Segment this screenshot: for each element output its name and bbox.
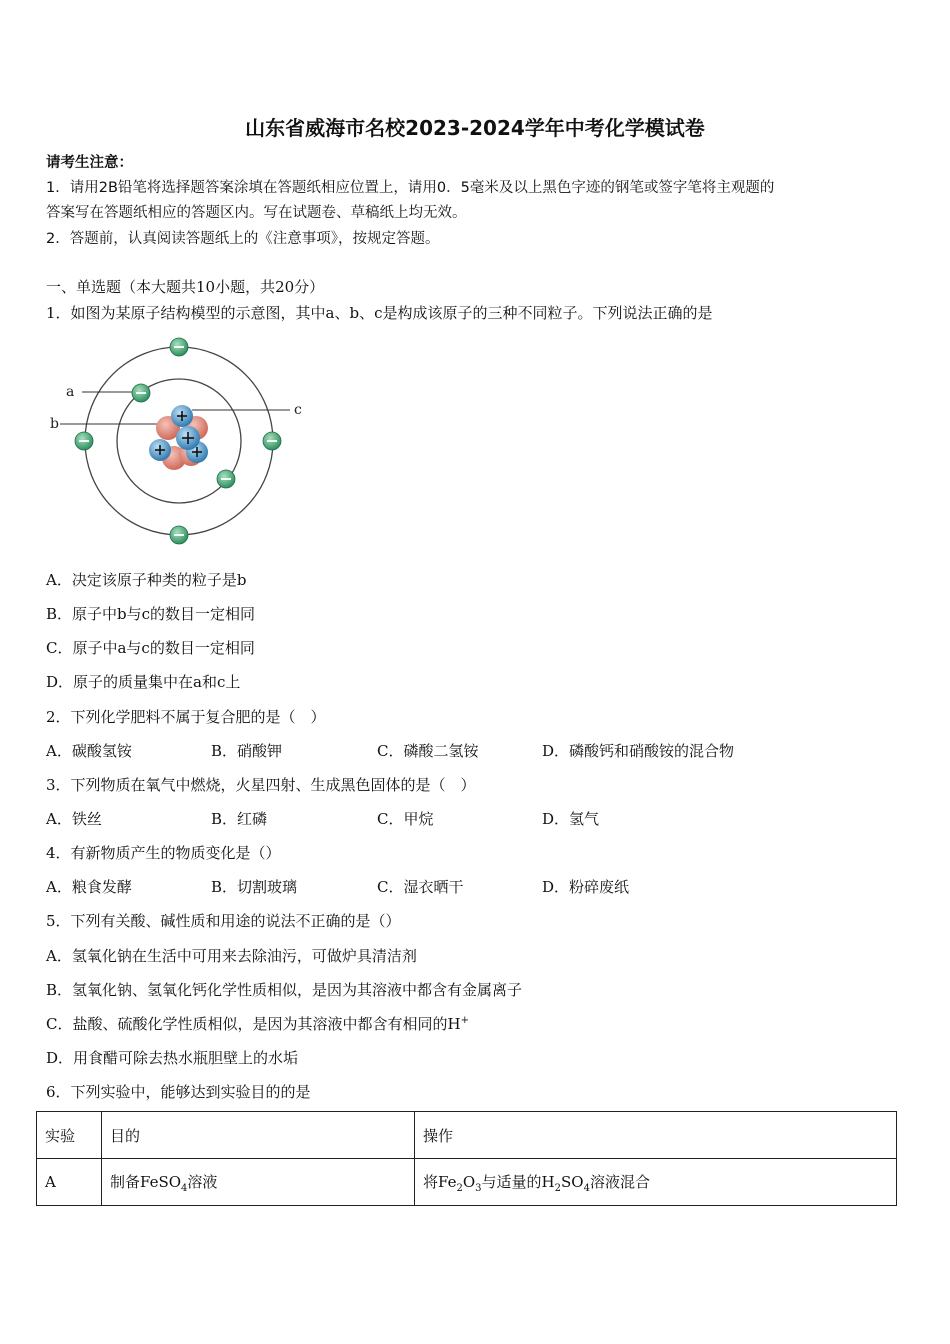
op-text: O bbox=[462, 1172, 476, 1191]
label-a: a bbox=[66, 384, 75, 400]
purpose-sub: 4 bbox=[181, 1182, 188, 1194]
notice-line-2: 答案写在答题纸相应的答题区内。写在试题卷、草稿纸上均无效。 bbox=[46, 205, 467, 221]
op-text: SO bbox=[561, 1172, 584, 1191]
q1-option-b: B．原子中b与c的数目一定相同 bbox=[46, 605, 256, 623]
page-title: 山东省威海市名校2023-2024学年中考化学模试卷 bbox=[245, 116, 705, 140]
q4-option-a: A．粮食发酵 bbox=[46, 878, 132, 896]
op-sub: 2 bbox=[456, 1182, 463, 1194]
table-row bbox=[37, 1159, 897, 1206]
q3-option-d: D．氢气 bbox=[542, 810, 600, 828]
op-sub: 3 bbox=[475, 1182, 482, 1194]
q6-stem: 6．下列实验中，能够达到实验目的的是 bbox=[46, 1083, 311, 1101]
q2-option-a: A．碳酸氢铵 bbox=[46, 742, 132, 760]
q2-option-d: D．磷酸钙和硝酸铵的混合物 bbox=[542, 742, 735, 760]
q5-option-a: A．氢氧化钠在生活中可用来去除油污，可做炉具清洁剂 bbox=[46, 947, 417, 965]
header-operation: 操作 bbox=[415, 1112, 897, 1159]
q1-option-a: A．决定该原子种类的粒子是b bbox=[46, 571, 247, 589]
q4-option-c: C．湿衣晒干 bbox=[377, 878, 464, 896]
q5-option-b: B．氢氧化钠、氢氧化钙化学性质相似，是因为其溶液中都含有金属离子 bbox=[46, 981, 523, 999]
header-experiment: 实验 bbox=[37, 1112, 102, 1159]
header-purpose: 目的 bbox=[102, 1112, 415, 1159]
notice-line-3: 2．答题前，认真阅读答题纸上的《注意事项》，按规定答题。 bbox=[46, 231, 440, 247]
notice-heading: 请考生注意： bbox=[46, 155, 133, 171]
op-sub: 4 bbox=[583, 1182, 590, 1194]
q4-option-d: D．粉碎废纸 bbox=[542, 878, 630, 896]
op-text: 与适量的H bbox=[481, 1172, 555, 1191]
row-a-purpose bbox=[102, 1159, 415, 1206]
q3-option-b: B．红磷 bbox=[211, 810, 268, 828]
purpose-text-end: 溶液 bbox=[187, 1172, 218, 1191]
q3-option-a: A．铁丝 bbox=[46, 810, 102, 828]
q5-option-c-text: C．盐酸、硫酸化学性质相似，是因为其溶液中都含有相同的H bbox=[46, 1015, 461, 1033]
q4-option-b: B．切割玻璃 bbox=[211, 878, 298, 896]
q4-stem: 4．有新物质产生的物质变化是（） bbox=[46, 844, 281, 862]
q2-option-b: B．硝酸钾 bbox=[211, 742, 283, 760]
q5-option-d: D．用食醋可除去热水瓶胆壁上的水垢 bbox=[46, 1049, 299, 1067]
row-a-operation bbox=[415, 1159, 897, 1206]
label-b: b bbox=[50, 416, 59, 432]
label-c: c bbox=[294, 402, 302, 418]
q5-option-c-sup: + bbox=[460, 1015, 469, 1026]
q1-option-d: D．原子的质量集中在a和c上 bbox=[46, 673, 241, 691]
table-header-row bbox=[37, 1112, 897, 1159]
q5-option-c bbox=[46, 1013, 469, 1034]
op-text: 将Fe bbox=[423, 1172, 457, 1191]
notice-line-1: 1．请用2B铅笔将选择题答案涂填在答题纸相应位置上，请用0．5毫米及以上黑色字迹的钢笔或签字笔将主观题的 bbox=[46, 180, 775, 196]
purpose-text: 制备FeSO bbox=[110, 1172, 182, 1191]
q2-option-c: C．磷酸二氢铵 bbox=[377, 742, 479, 760]
nucleus bbox=[149, 405, 208, 470]
q1-option-c: C．原子中a与c的数目一定相同 bbox=[46, 639, 255, 657]
atom-model-diagram bbox=[46, 336, 316, 548]
q2-stem: 2．下列化学肥料不属于复合肥的是（ ） bbox=[46, 708, 326, 726]
op-text: 溶液混合 bbox=[589, 1172, 650, 1191]
q1-stem: 1．如图为某原子结构模型的示意图，其中a、b、c是构成该原子的三种不同粒子。下列说法正确的是 bbox=[46, 304, 713, 322]
q5-stem: 5．下列有关酸、碱性质和用途的说法不正确的是（） bbox=[46, 912, 401, 930]
op-sub: 2 bbox=[554, 1182, 561, 1194]
q3-stem: 3．下列物质在氧气中燃烧，火星四射、生成黑色固体的是（ ） bbox=[46, 776, 476, 794]
experiment-table bbox=[36, 1111, 897, 1206]
row-a-label: A bbox=[37, 1159, 102, 1206]
section-heading: 一、单选题（本大题共10小题，共20分） bbox=[46, 278, 325, 296]
q3-option-c: C．甲烷 bbox=[377, 810, 434, 828]
